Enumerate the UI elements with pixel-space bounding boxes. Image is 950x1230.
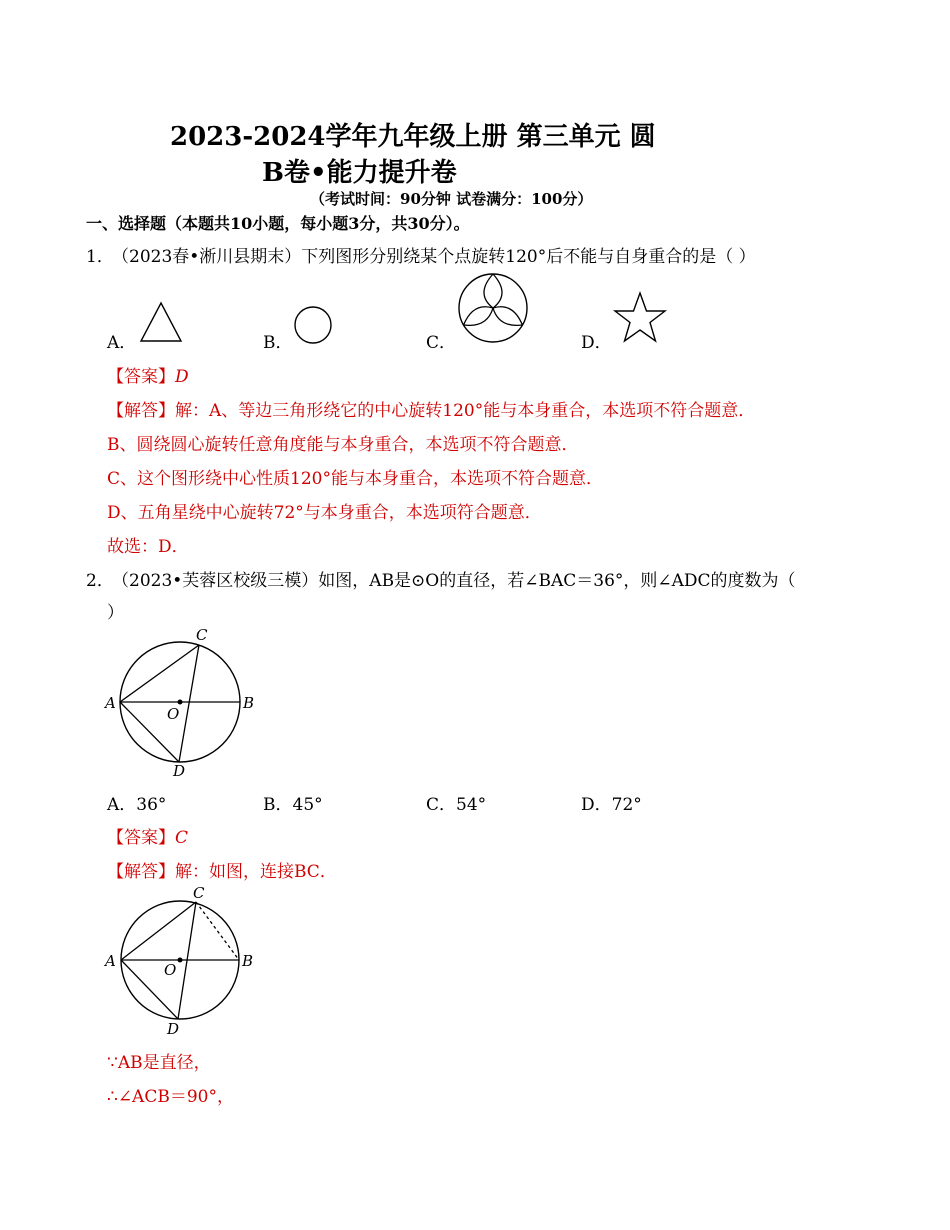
point-a-label: A	[105, 694, 116, 712]
q1-solution-line-1	[107, 396, 755, 421]
solution-text: 解：如图，连接BC．	[175, 862, 337, 882]
q1-solution-line-3: C、这个图形绕中心性质120°能与本身重合，本选项不符合题意．	[107, 469, 603, 489]
q2-text-line-2: ）	[107, 603, 124, 623]
q1-answer	[107, 362, 189, 387]
point-c-label: C	[193, 884, 205, 902]
option-value: 36°	[136, 795, 167, 815]
option-value: 72°	[611, 795, 642, 815]
answer-value: C	[175, 828, 189, 848]
trefoil-circle-icon	[455, 270, 531, 346]
answer-prefix: 【答案】	[107, 828, 175, 848]
point-d-label: D	[173, 762, 186, 780]
solution-prefix: 【解答】	[107, 862, 175, 882]
q2-solution-figure	[100, 880, 270, 1042]
q1-solution-line-2: B、圆绕圆心旋转任意角度能与本身重合，本选项不符合题意．	[107, 435, 579, 455]
q2-option-a	[107, 790, 166, 815]
q2-option-b	[263, 790, 323, 815]
point-d-label: D	[167, 1020, 180, 1038]
point-a-label: A	[105, 952, 116, 970]
q2-option-c	[426, 790, 486, 815]
option-value: 54°	[456, 795, 487, 815]
page-title: 2023-2024学年九年级上册 第三单元 圆	[170, 122, 656, 152]
solution-prefix: 【解答】	[107, 401, 175, 421]
q2-solution-first	[107, 857, 337, 882]
answer-value: D	[175, 367, 189, 387]
option-label: D．	[581, 795, 612, 815]
solution-text: 解：A、等边三角形绕它的中心旋转120°能与本身重合，本选项不符合题意．	[175, 401, 756, 421]
q1-option-c-label: C．	[426, 333, 457, 353]
circle-icon	[292, 304, 334, 346]
q2-figure-circle	[100, 620, 270, 782]
point-b-label: B	[243, 694, 255, 712]
option-label: A．	[107, 795, 137, 815]
point-c-label: C	[196, 626, 208, 644]
q1-solution-line-5: 故选：D．	[107, 537, 189, 557]
point-o-label: O	[167, 705, 180, 723]
exam-info: （考试时间：90分钟 试卷满分：100分）	[310, 190, 593, 208]
q1-option-d-label: D．	[581, 333, 612, 353]
section-heading: 一、选择题（本题共10小题，每小题3分，共30分）。	[86, 214, 470, 233]
option-label: B．	[263, 795, 293, 815]
point-b-label: B	[242, 952, 254, 970]
page-subtitle: B卷•能力提升卷	[262, 158, 457, 188]
q1-number: 1．	[86, 247, 114, 267]
q1-option-a-label: A．	[107, 333, 137, 353]
q1-solution-line-4: D、五角星绕中心旋转72°与本身重合，本选项符合题意．	[107, 503, 542, 523]
q2-solution-line-1: ∵AB是直径，	[107, 1053, 211, 1073]
q1-option-b-label: B．	[263, 333, 293, 353]
answer-prefix: 【答案】	[107, 367, 175, 387]
q2-solution-line-2: ∴∠ACB＝90°，	[107, 1087, 234, 1107]
point-o-label: O	[164, 961, 177, 979]
q2-option-d	[581, 790, 642, 815]
option-value: 45°	[292, 795, 323, 815]
q2-answer	[107, 823, 188, 848]
q2-number: 2．	[86, 571, 114, 591]
star-icon	[611, 290, 669, 346]
option-label: C．	[426, 795, 457, 815]
q2-text-line-1: （2023•芙蓉区校级三模）如图，AB是⊙O的直径，若∠BAC＝36°，则∠ADC的度数为（	[112, 571, 796, 591]
triangle-icon	[138, 300, 184, 344]
q1-text: （2023春•淅川县期末）下列图形分别绕某个点旋转120°后不能与自身重合的是（ ）	[112, 247, 756, 267]
